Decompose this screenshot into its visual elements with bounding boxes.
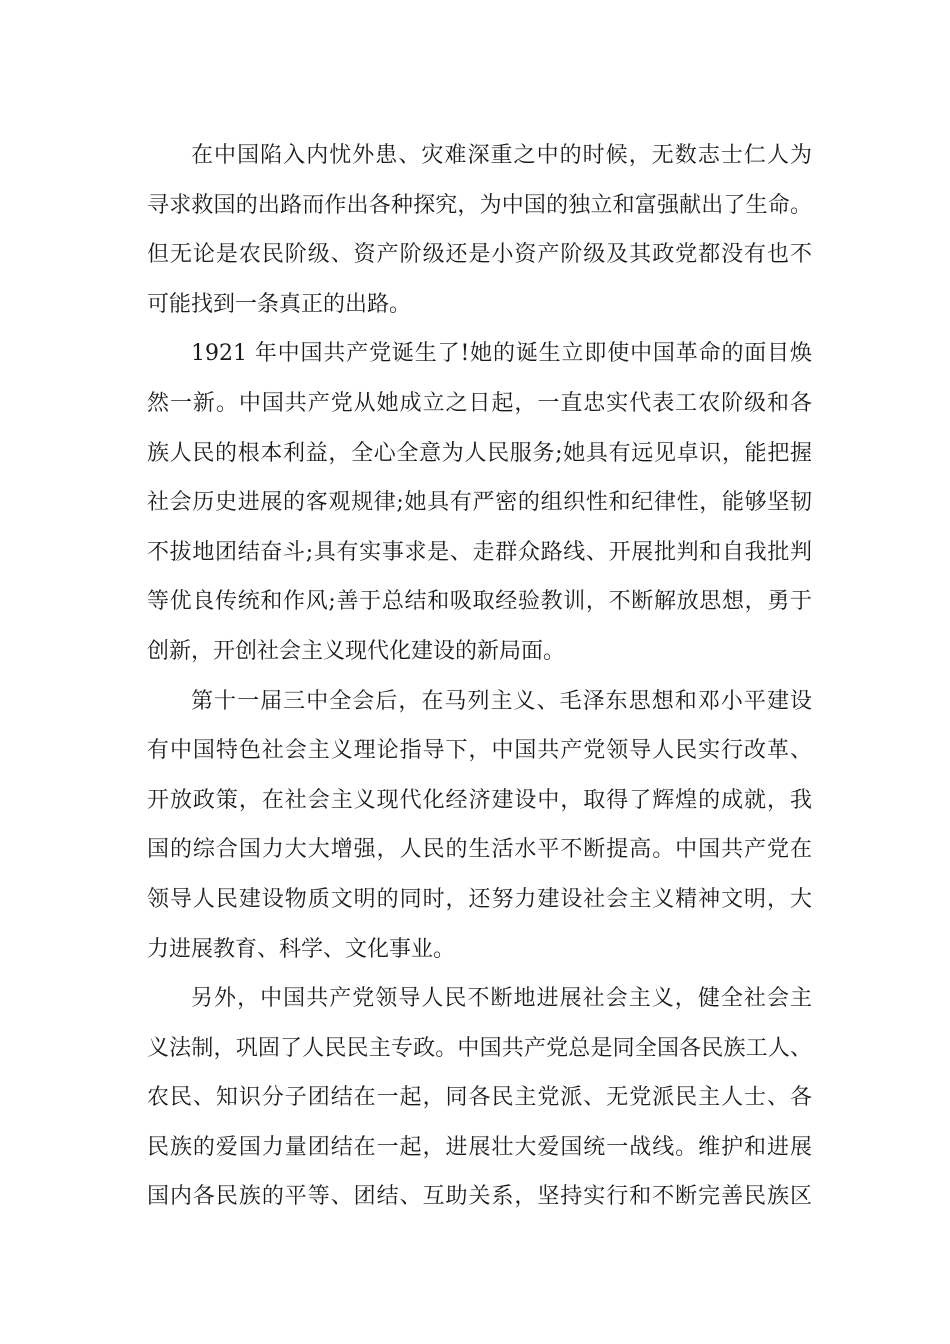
text-line: 另外，中国共产党领导人民不断地进展社会主义，健全社会主 <box>191 986 812 1012</box>
text-line: 族人民的根本利益，全心全意为人民服务;她具有远见卓识，能把握 <box>147 440 812 466</box>
text-line: 国内各民族的平等、团结、互助关系，坚持实行和不断完善民族区 <box>147 1184 812 1210</box>
body-text <box>147 131 812 1222</box>
text-line: 可能找到一条真正的出路。 <box>147 291 412 317</box>
text-line: 国的综合国力大大增强，人民的生活水平不断提高。中国共产党在 <box>147 837 812 863</box>
paragraph-3 <box>147 677 812 975</box>
paragraph-2 <box>147 329 812 676</box>
text-line: 第十一届三中全会后，在马列主义、毛泽东思想和邓小平建设 <box>191 688 812 714</box>
text-line: 然一新。中国共产党从她成立之日起，一直忠实代表工农阶级和各 <box>147 390 812 416</box>
text-line: 等优良传统和作风;善于总结和吸取经验教训，不断解放思想，勇于 <box>147 589 812 615</box>
text-line: 义法制，巩固了人民民主专政。中国共产党总是同全国各民族工人、 <box>147 1035 812 1061</box>
text-line: 创新，开创社会主义现代化建设的新局面。 <box>147 638 566 664</box>
text-line: 力进展教育、科学、文化事业。 <box>147 936 456 962</box>
text-line: 领导人民建设物质文明的同时，还努力建设社会主义精神文明，大 <box>147 886 812 912</box>
text-line: 社会历史进展的客观规律;她具有严密的组织性和纪律性，能够坚韧 <box>147 490 812 516</box>
paragraph-4 <box>147 974 812 1222</box>
paragraph-1 <box>147 131 812 329</box>
text-line: 开放政策，在社会主义现代化经济建设中，取得了辉煌的成就，我 <box>147 787 812 813</box>
text-line: 不拔地团结奋斗;具有实事求是、走群众路线、开展批判和自我批判 <box>147 539 812 565</box>
text-line: 农民、知识分子团结在一起，同各民主党派、无党派民主人士、各 <box>147 1085 812 1111</box>
text-line: 在中国陷入内忧外患、灾难深重之中的时候，无数志士仁人为 <box>191 143 812 168</box>
text-line: 寻求救国的出路而作出各种探究，为中国的独立和富强献出了生命。 <box>147 192 812 218</box>
text-line: 但无论是农民阶级、资产阶级还是小资产阶级及其政党都没有也不 <box>147 242 812 268</box>
text-line: 1921 年中国共产党诞生了!她的诞生立即使中国革命的面目焕 <box>191 341 812 367</box>
text-line: 有中国特色社会主义理论指导下，中国共产党领导人民实行改革、 <box>147 738 812 764</box>
text-line: 民族的爱国力量团结在一起，进展壮大爱国统一战线。维护和进展 <box>147 1134 812 1160</box>
